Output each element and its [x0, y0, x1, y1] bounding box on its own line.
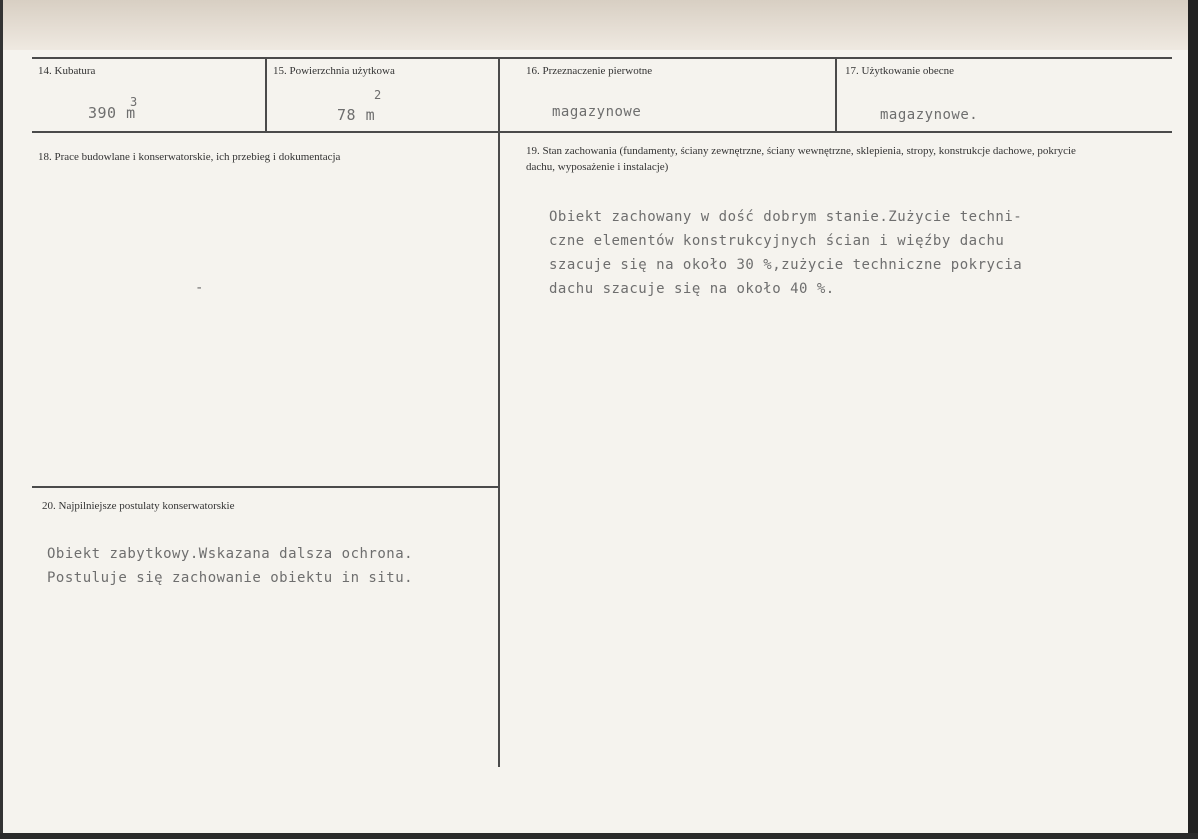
field-19-text: [549, 205, 1022, 301]
field-20-line: Obiekt zabytkowy.Wskazana dalsza ochrona.: [47, 546, 414, 562]
field-16-value: magazynowe: [552, 104, 642, 120]
field-15-label: 15. Powierzchnia użytkowa: [273, 65, 395, 77]
field-19-line: czne elementów konstrukcyjnych ścian i więźby dachu: [549, 233, 1005, 249]
field-19-line: dachu szacuje się na około 40 %.: [549, 281, 835, 297]
header-row-bottom-line: [32, 131, 1172, 133]
field-20-text: [47, 542, 413, 590]
field-15-value: 78 m: [337, 106, 376, 124]
field-18-value: -: [195, 280, 204, 296]
field-18-label: 18. Prace budowlane i konserwatorskie, ich przebieg i dokumentacja: [38, 151, 341, 163]
divider-14-15: [265, 57, 267, 131]
field-15-superscript: 2: [374, 88, 382, 102]
field-19-line: Obiekt zachowany w dość dobrym stanie.Zużycie techni-: [549, 209, 1023, 225]
field-17-label: 17. Użytkowanie obecne: [845, 65, 955, 77]
field-14-label: 14. Kubatura: [38, 65, 96, 77]
card-top-band: [0, 0, 1198, 50]
field-19-line: szacuje się na około 30 %,zużycie techniczne pokrycia: [549, 257, 1023, 273]
field-16-label: 16. Przeznaczenie pierwotne: [526, 65, 653, 77]
divider-15-16: [498, 57, 500, 767]
section-18-bottom-line: [32, 486, 500, 488]
field-14-value: 390 m: [88, 104, 136, 122]
field-20-label: 20. Najpilniejsze postulaty konserwatorskie: [42, 500, 235, 512]
top-border-line: [32, 57, 1172, 59]
card-right-edge: [1188, 0, 1198, 839]
card-bottom-edge: [0, 833, 1198, 839]
divider-16-17: [835, 57, 837, 131]
field-20-line: Postuluje się zachowanie obiektu in situ.: [47, 570, 414, 586]
field-19-label: 19. Stan zachowania (fundamenty, ściany zewnętrzne, ściany wewnętrzne, sklepienia, stropy, konstrukcje dachowe, pokrycie dachu, wyposażenie i instalacje): [526, 145, 1076, 173]
card-left-edge: [0, 0, 3, 839]
field-17-value: magazynowe.: [880, 107, 979, 123]
field-14-superscript: 3: [130, 95, 138, 109]
